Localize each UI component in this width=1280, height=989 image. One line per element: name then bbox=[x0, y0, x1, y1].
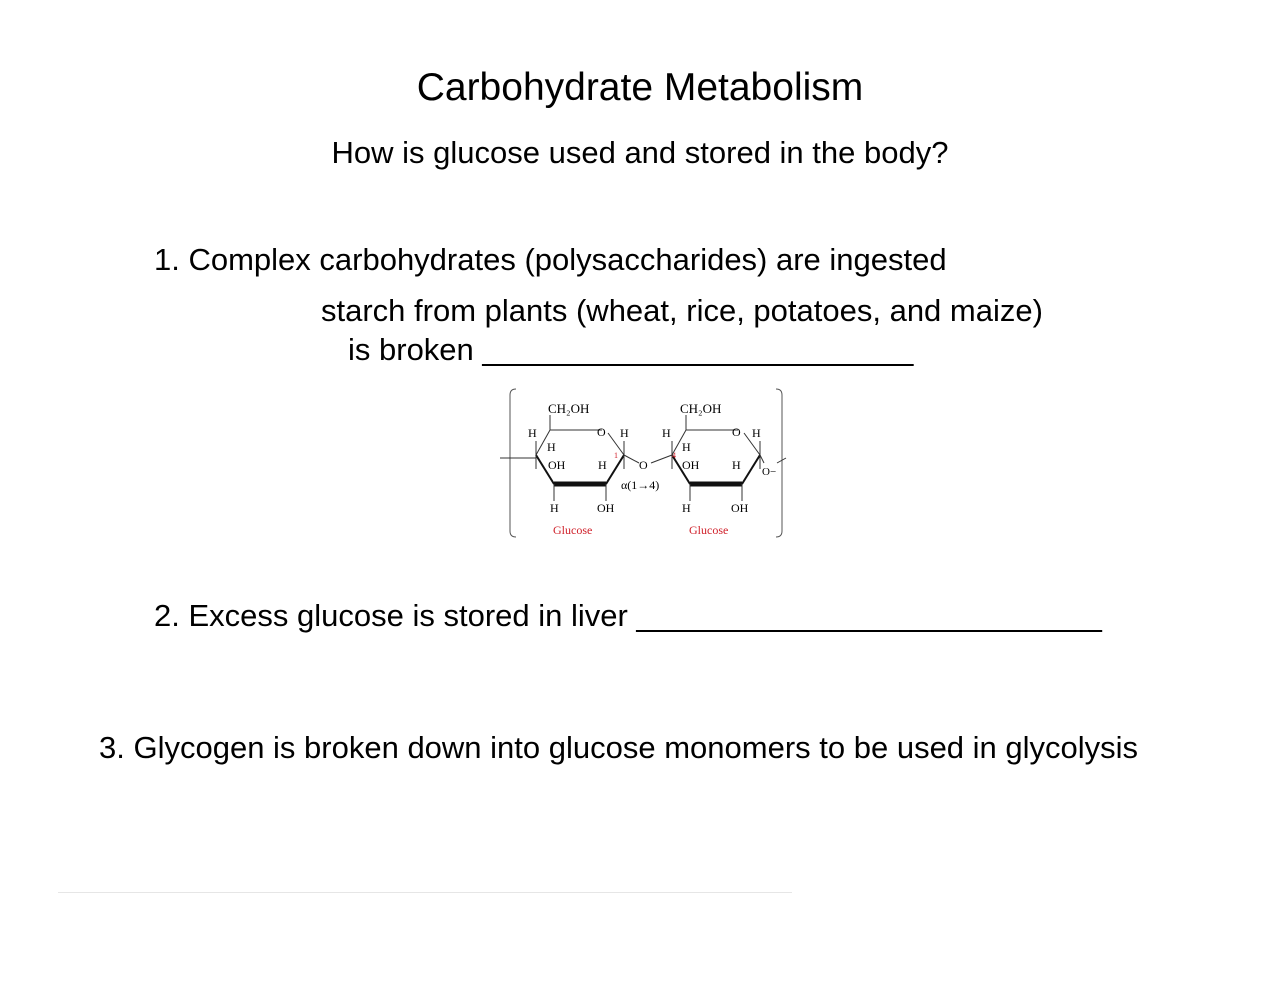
ring2-h-top-left: H bbox=[662, 426, 671, 440]
ring1-ch2oh: CH₂OH bbox=[548, 401, 590, 416]
list-item-2: 2. Excess glucose is stored in liver ___________________________ bbox=[154, 598, 1102, 633]
ring1-glucose-label: Glucose bbox=[553, 523, 593, 537]
right-bracket bbox=[776, 389, 782, 537]
terminal-oxygen: O− bbox=[762, 466, 777, 478]
starch-structure-diagram bbox=[496, 385, 796, 543]
ring2-h-inner: H bbox=[682, 440, 691, 454]
footer-divider bbox=[58, 892, 792, 893]
list-item-1-detail-starch: starch from plants (wheat, rice, potatoes, and maize) bbox=[321, 293, 1043, 328]
ring2-oh-left: OH bbox=[682, 458, 700, 472]
ring2-carbon-4: 4 bbox=[672, 451, 676, 460]
ring1-h-inner: H bbox=[547, 440, 556, 454]
ring2-oxygen: O bbox=[732, 425, 741, 439]
page-subtitle: How is glucose used and stored in the body? bbox=[331, 135, 949, 170]
ring2-oh-bottom: OH bbox=[731, 501, 749, 515]
ring2-glucose-label: Glucose bbox=[689, 523, 729, 537]
ring1-h-bottom: H bbox=[550, 501, 559, 515]
list-item-3: 3. Glycogen is broken down into glucose monomers to be used in glycolysis bbox=[99, 730, 1139, 765]
ring1-h-top-right: H bbox=[620, 426, 629, 440]
list-item-1: 1. Complex carbohydrates (polysaccharides) are ingested bbox=[154, 242, 947, 277]
ring2-h-bottom: H bbox=[682, 501, 691, 515]
ring2-h-right: H bbox=[732, 458, 741, 472]
list-item-1-detail-broken: is broken _________________________ bbox=[348, 332, 914, 367]
ring1-oxygen: O bbox=[597, 425, 606, 439]
ring2-ch2oh: CH₂OH bbox=[680, 401, 722, 416]
glucose-ring-1 bbox=[528, 401, 629, 537]
bridge-oxygen: O bbox=[639, 458, 648, 472]
ring1-carbon-1: 1 bbox=[614, 451, 618, 460]
ring1-oh-left: OH bbox=[548, 458, 566, 472]
ring2-h-top-right: H bbox=[752, 426, 761, 440]
ring1-h-top-left: H bbox=[528, 426, 537, 440]
alpha-1-4-linkage: α(1→4) bbox=[621, 478, 660, 492]
ring1-oh-bottom: OH bbox=[597, 501, 615, 515]
left-bracket bbox=[510, 389, 516, 537]
ring1-h-right: H bbox=[598, 458, 607, 472]
glucose-ring-2 bbox=[662, 401, 764, 537]
page-title: Carbohydrate Metabolism bbox=[416, 66, 864, 109]
